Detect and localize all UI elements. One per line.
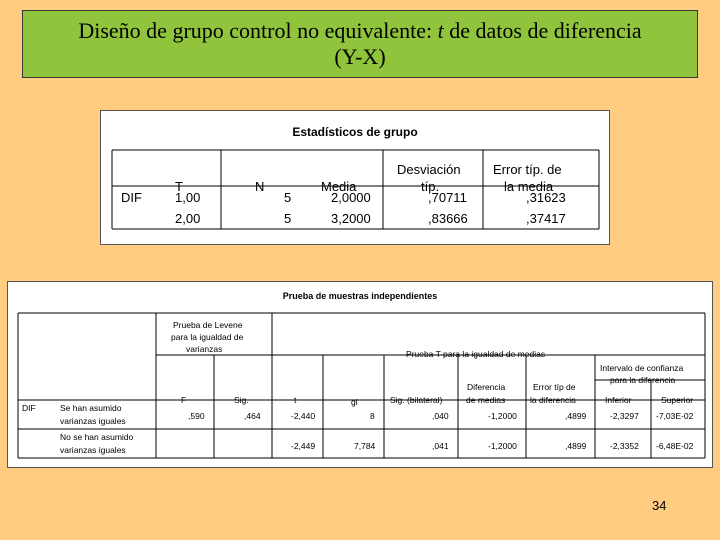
indep-test-table (8, 282, 712, 467)
header-T: T (175, 179, 183, 194)
r1-sig: ,464 (244, 411, 261, 421)
slide-title (22, 10, 698, 78)
header-desv-l1: Desviación (397, 162, 461, 177)
slide-title-part-b: de datos de diferencia (443, 18, 642, 43)
col-sig2: Sig. (bilateral) (390, 395, 443, 405)
r2-err: ,4899 (565, 441, 587, 451)
header-err-l1: Error típ. de (493, 162, 562, 177)
header-N: N (255, 179, 265, 194)
col-diff-l1: Diferencia (467, 382, 506, 392)
cell-r1-media: 2,0000 (331, 190, 371, 205)
r1-sig2: ,040 (432, 411, 449, 421)
cell-r2-media: 3,2000 (331, 211, 371, 226)
r2-sig2: ,041 (432, 441, 449, 451)
cell-r1-N: 5 (284, 190, 292, 205)
row1-label-l1: Se han asumido (60, 403, 122, 413)
col-sig: Sig. (234, 395, 249, 405)
cell-r1-T: 1,00 (175, 190, 201, 205)
levene-header-l3: varianzas (186, 344, 223, 354)
cell-r2-err: ,37417 (526, 211, 566, 226)
header-err-l2: la media (504, 179, 554, 194)
r1-gl: 8 (370, 411, 375, 421)
row1-label-l2: varianzas iguales (60, 416, 126, 426)
slide-title-part-a: Diseño de grupo control no equivalente: (78, 18, 438, 43)
indep-test-panel (7, 281, 713, 468)
col-err-l1: Error típ de (533, 382, 576, 392)
cell-r2-T: 2,00 (175, 211, 201, 226)
group-stats-panel (100, 110, 610, 245)
r2-inf: -2,3352 (610, 441, 639, 451)
row-label-dif: DIF (22, 403, 36, 413)
cell-r1-desv: ,70711 (428, 190, 467, 205)
col-gl: gl (351, 397, 358, 407)
levene-header-l2: para la igualdad de (171, 332, 244, 342)
row-label-dif: DIF (121, 190, 142, 205)
ci-header-l1: Intervalo de confianza (600, 363, 684, 373)
col-err-l2: la diferencia (530, 395, 576, 405)
row2-label-l1: No se han asumido (60, 432, 134, 442)
r1-inf: -2,3297 (610, 411, 639, 421)
r1-F: ,590 (188, 411, 205, 421)
r2-t: -2,449 (291, 441, 316, 451)
ttest-header: Prueba T para la igualdad de medias (406, 349, 546, 359)
r1-t: -2,440 (291, 411, 316, 421)
col-inf: Inferior (605, 395, 632, 405)
r1-err: ,4899 (565, 411, 587, 421)
r2-sup: -6,48E-02 (656, 441, 694, 451)
slide-title-t-symbol: t (437, 18, 444, 43)
slide-title-line2: (Y-X) (334, 44, 386, 69)
header-desv-l2: típ. (421, 179, 440, 194)
col-t: t (294, 395, 297, 405)
group-stats-table (101, 111, 609, 244)
group-stats-title: Estadísticos de grupo (292, 125, 418, 139)
r1-diff: -1,2000 (488, 411, 517, 421)
cell-r2-desv: ,83666 (428, 211, 468, 226)
indep-test-title: Prueba de muestras independientes (282, 291, 438, 301)
cell-r1-err: ,31623 (526, 190, 566, 205)
col-diff-l2: de medias (466, 395, 506, 405)
header-media: Media (321, 179, 357, 194)
page-number: 34 (652, 498, 667, 513)
col-sup: Superior (661, 395, 694, 405)
ci-header-l2: para la diferencia (610, 375, 676, 385)
r1-sup: -7,03E-02 (656, 411, 694, 421)
cell-r2-N: 5 (284, 211, 292, 226)
col-F: F (181, 395, 187, 405)
slide-title-line1 (78, 18, 641, 44)
r2-gl: 7,784 (354, 441, 376, 451)
row2-label-l2: varianzas iguales (60, 445, 126, 455)
levene-header-l1: Prueba de Levene (173, 320, 243, 330)
r2-diff: -1,2000 (488, 441, 517, 451)
